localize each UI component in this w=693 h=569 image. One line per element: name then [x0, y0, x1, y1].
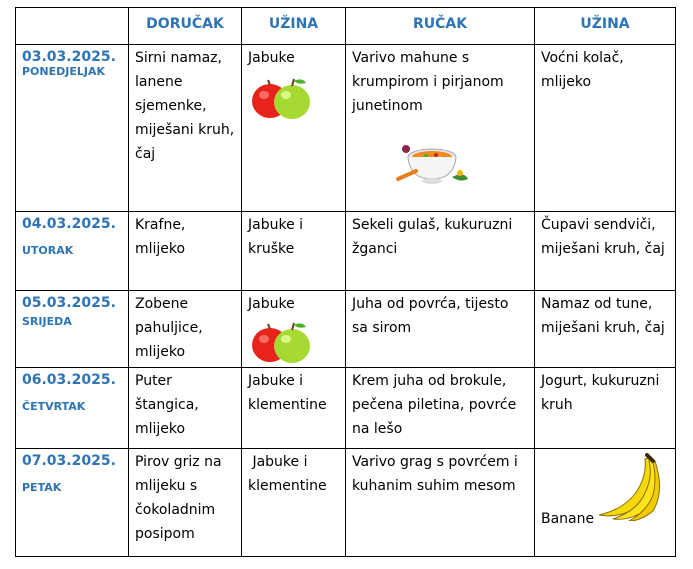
header-empty-cell — [16, 8, 129, 45]
snack-1-cell — [242, 449, 346, 557]
header-snack-1 — [242, 8, 346, 45]
snack-2-cell — [535, 449, 676, 557]
table-row — [16, 449, 676, 557]
breakfast-text: Zobene pahuljice, mlijeko — [135, 296, 203, 360]
lunch-text: Varivo mahune s krumpirom i pirjanom junetinom — [352, 50, 504, 114]
lunch-text: Juha od povrća, tijesto sa sirom — [352, 296, 509, 336]
day-label: ČETVRTAK — [22, 400, 86, 413]
header-snack-2-label: UŽINA — [580, 16, 630, 32]
header-breakfast-label: DORUČAK — [146, 16, 224, 32]
lunch-text: Krem juha od brokule, pečena piletina, povrće na lešo — [352, 373, 517, 437]
snack-2-text: Banane — [541, 511, 595, 527]
date-label: 06.03.2025. — [22, 372, 116, 388]
header-snack-1-label: UŽINA — [268, 16, 319, 32]
apples-icon — [250, 77, 314, 121]
snack-2-text: Čupavi sendviči, miješani kruh, čaj — [541, 217, 665, 257]
apples-icon — [250, 321, 314, 365]
table-row — [16, 291, 676, 368]
lunch-cell — [346, 45, 535, 212]
lunch-cell — [346, 212, 535, 291]
breakfast-text: Pirov griz na mlijeku s čokoladnim posipom — [135, 454, 222, 542]
snack-1-text: Jabuke i klementine — [248, 373, 327, 413]
lunch-cell — [346, 449, 535, 557]
table-row — [16, 45, 676, 212]
header-row — [16, 8, 676, 45]
date-cell — [16, 45, 129, 212]
header-lunch — [346, 8, 535, 45]
date-label: 03.03.2025. — [22, 49, 116, 65]
lunch-cell — [346, 291, 535, 368]
snack-1-text: Jabuke — [248, 296, 295, 312]
snack-2-cell — [535, 212, 676, 291]
bananas-icon — [591, 453, 663, 521]
table-row — [16, 212, 676, 291]
date-cell — [16, 212, 129, 291]
day-label: PONEDJELJAK — [22, 65, 106, 78]
snack-1-cell — [242, 368, 346, 449]
breakfast-text: Krafne, mlijeko — [135, 217, 186, 257]
date-cell — [16, 449, 129, 557]
header-lunch-label: RUČAK — [412, 16, 468, 32]
snack-1-text: Jabuke — [248, 50, 295, 66]
date-label: 05.03.2025. — [22, 295, 116, 311]
header-breakfast — [129, 8, 242, 45]
day-label: UTORAK — [22, 244, 74, 257]
table-row — [16, 368, 676, 449]
lunch-text: Sekeli gulaš, kukuruzni žganci — [352, 217, 513, 257]
snack-2-text: Voćni kolač, mlijeko — [541, 50, 624, 90]
breakfast-cell — [129, 449, 242, 557]
breakfast-cell — [129, 45, 242, 212]
lunch-cell — [346, 368, 535, 449]
breakfast-cell — [129, 368, 242, 449]
snack-1-cell — [242, 45, 346, 212]
soup-bowl-icon — [394, 143, 474, 187]
snack-2-text: Namaz od tune, miješani kruh, čaj — [541, 296, 665, 336]
breakfast-cell — [129, 212, 242, 291]
date-label: 07.03.2025. — [22, 453, 116, 469]
date-label: 04.03.2025. — [22, 216, 116, 232]
lunch-text: Varivo grag s povrćem i kuhanim suhim mesom — [352, 454, 518, 494]
day-label: PETAK — [22, 481, 62, 494]
snack-2-cell — [535, 45, 676, 212]
header-snack-2 — [535, 8, 676, 45]
snack-2-text: Jogurt, kukuruzni kruh — [541, 373, 660, 413]
snack-1-text: Jabuke i kruške — [248, 217, 304, 257]
snack-1-text: Jabuke i klementine — [248, 454, 327, 494]
date-cell — [16, 368, 129, 449]
snack-2-cell — [535, 368, 676, 449]
breakfast-text: Puter štangica, mlijeko — [135, 373, 199, 437]
breakfast-text: Sirni namaz, lanene sjemenke, miješani kruh, čaj — [135, 50, 235, 162]
snack-1-cell — [242, 212, 346, 291]
day-label: SRIJEDA — [22, 315, 72, 328]
snack-2-cell — [535, 291, 676, 368]
breakfast-cell — [129, 291, 242, 368]
weekly-menu-table — [15, 7, 676, 557]
date-cell — [16, 291, 129, 368]
snack-1-cell — [242, 291, 346, 368]
